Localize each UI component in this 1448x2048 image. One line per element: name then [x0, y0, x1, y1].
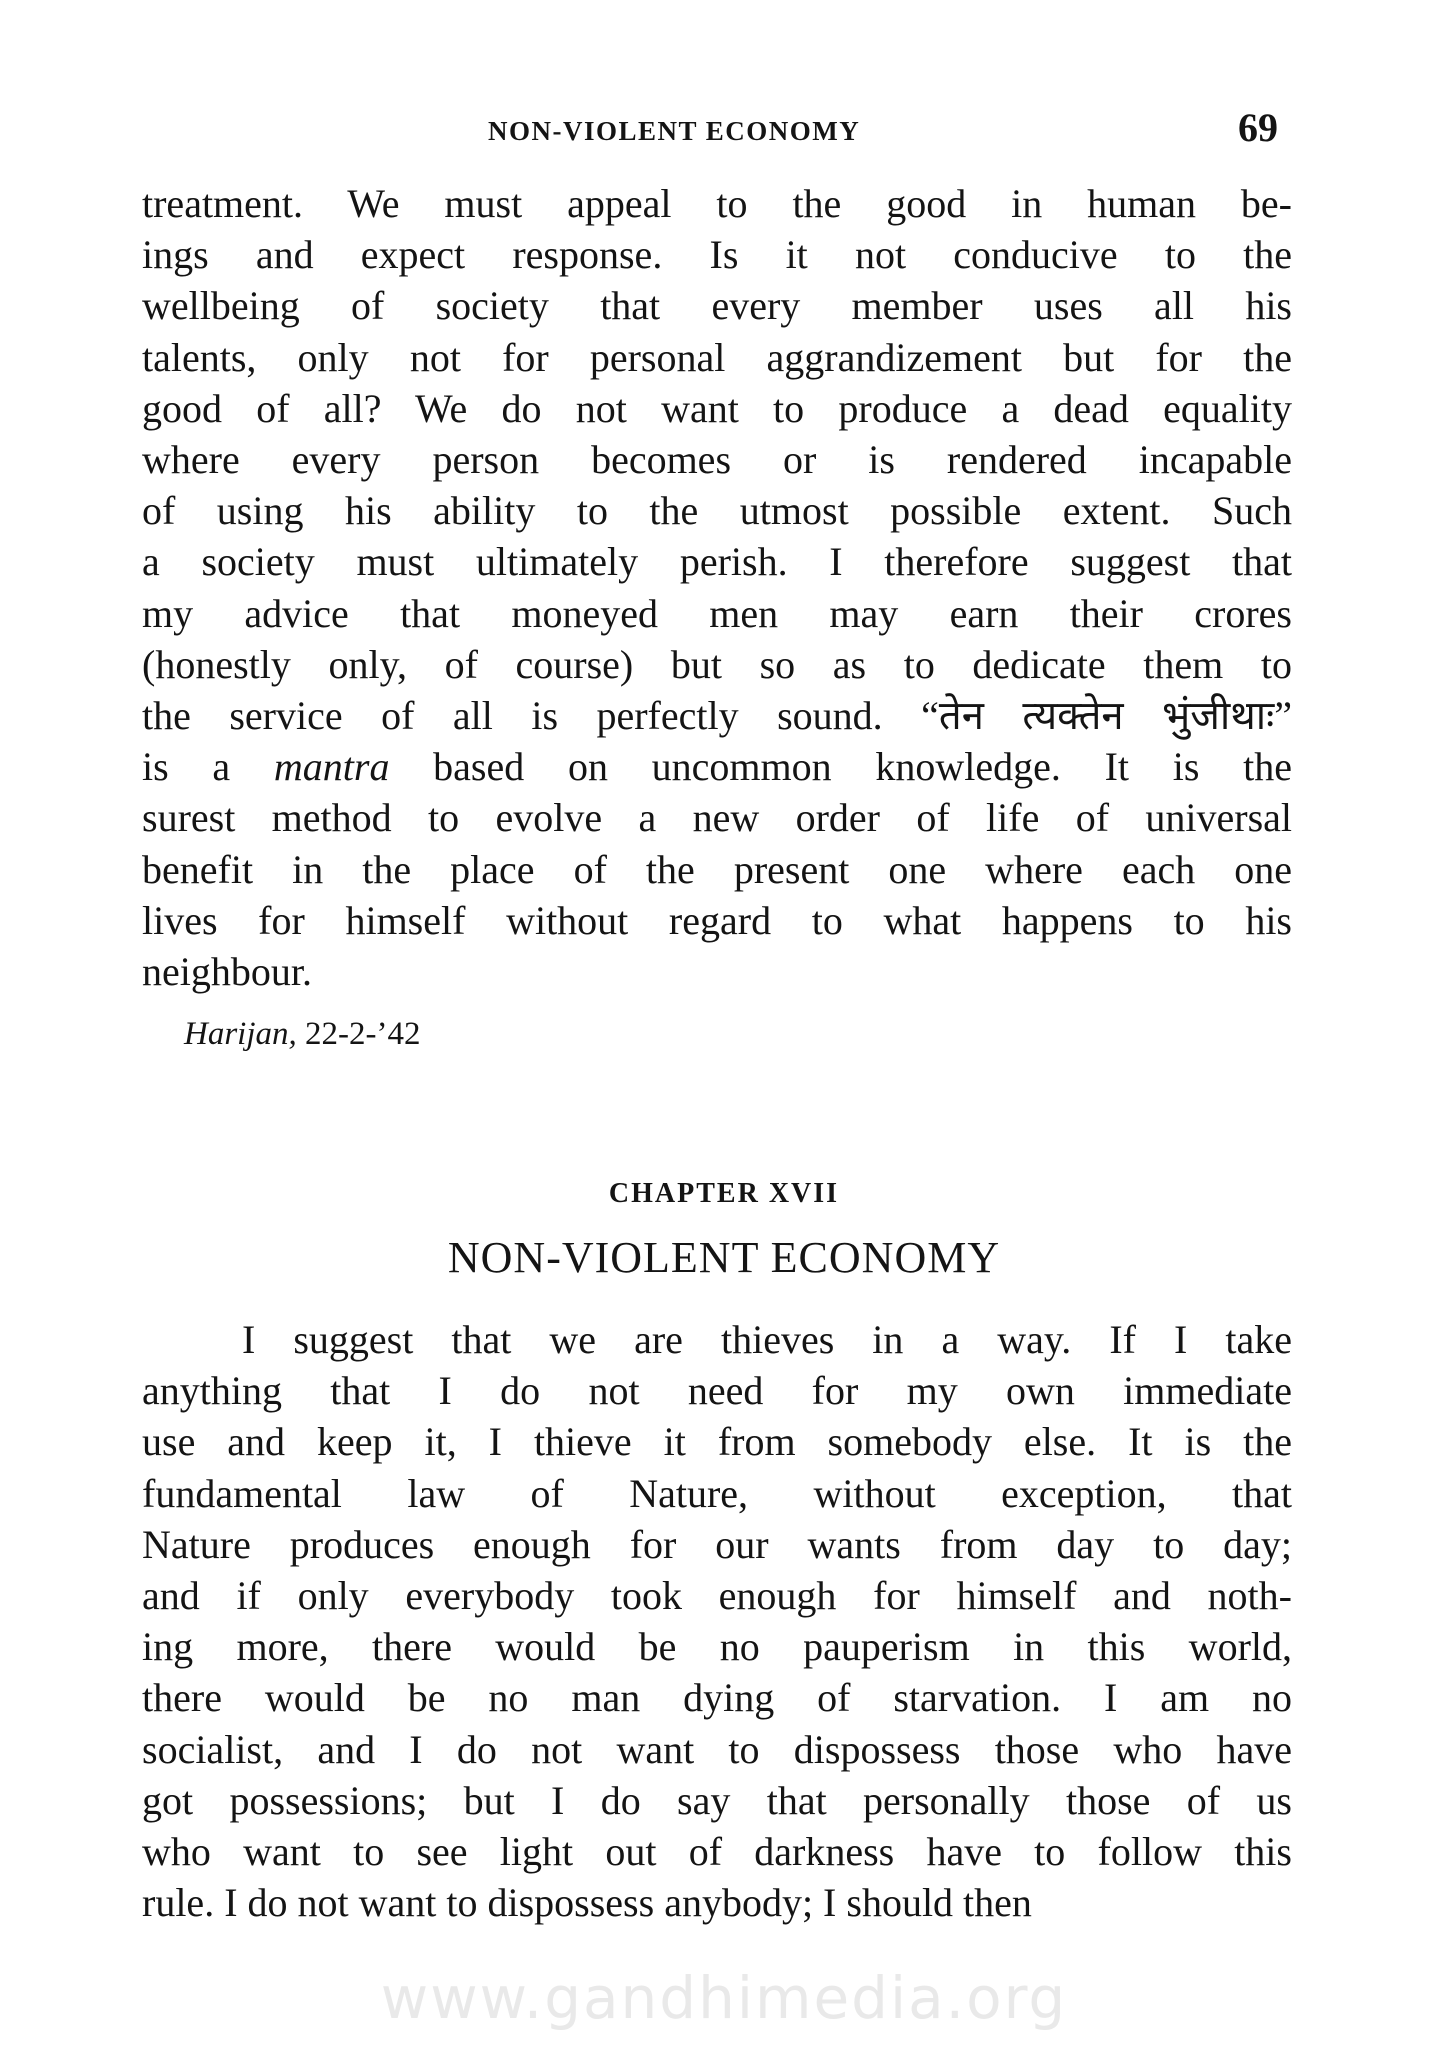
text-line: ing more, there would be no pauperism in this world,: [142, 1624, 1292, 1670]
text-line: neighbour.: [142, 949, 312, 995]
text-line: of using his ability to the utmost possible extent. Such: [142, 488, 1292, 534]
text-line: ings and expect response. Is it not conducive to the: [142, 232, 1292, 278]
chapter-paragraph: [142, 1314, 1292, 1928]
text-line: and if only everybody took enough for himself and noth-: [142, 1573, 1292, 1619]
paragraph-continued: [142, 178, 1292, 997]
text-line: surest method to evolve a new order of life of universal: [142, 795, 1292, 841]
text-line: got possessions; but I do say that personally those of us: [142, 1777, 1292, 1823]
text-line: there would be no man dying of starvation. I am no: [142, 1675, 1292, 1721]
text-line: wellbeing of society that every member uses all his: [142, 283, 1292, 329]
watermark: www.gandhimedia.org: [380, 1964, 1068, 2032]
text-line: who want to see light out of darkness have to follow this: [142, 1829, 1292, 1875]
text-line: lives for himself without regard to what happens to his: [142, 897, 1292, 943]
text-line: use and keep it, I thieve it from somebody else. It is the: [142, 1419, 1292, 1465]
text-line: fundamental law of Nature, without exception, that: [142, 1470, 1292, 1516]
running-head: [0, 104, 1448, 154]
text-line: my advice that moneyed men may earn their crores: [142, 590, 1292, 636]
text-line: talents, only not for personal aggrandizement but for the: [142, 334, 1292, 380]
text-line: Nature produces enough for our wants from day to day;: [142, 1521, 1292, 1567]
chapter-label: CHAPTER XVII: [608, 1178, 840, 1209]
source-citation: [184, 1016, 420, 1053]
text-line: where every person becomes or is rendered incapable: [142, 437, 1292, 483]
text-line: is a mantra based on uncommon knowledge. It is the: [142, 744, 1293, 790]
text-line: rule. I do not want to dispossess anybody; I should then: [142, 1880, 1032, 1926]
text-line: treatment. We must appeal to the good in human be-: [142, 181, 1292, 226]
text-line: benefit in the place of the present one where each one: [142, 846, 1292, 892]
source-publication: Harijan,: [184, 1016, 297, 1052]
page-number: 69: [1238, 105, 1278, 150]
source-date: 22-2-’42: [305, 1016, 421, 1052]
text-line: socialist, and I do not want to dispossess those who have: [142, 1726, 1292, 1772]
text-line: (honestly only, of course) but so as to dedicate them to: [142, 641, 1292, 687]
text-line: good of all? We do not want to produce a dead equality: [142, 385, 1292, 431]
text-line: a society must ultimately perish. I therefore suggest that: [142, 539, 1292, 585]
text-line: I suggest that we are thieves in a way. If I take: [242, 1317, 1292, 1362]
text-line: anything that I do not need for my own immediate: [142, 1368, 1292, 1414]
text-line: the service of all is perfectly sound. “तेन त्यक्तेन भुंजीथाः”: [142, 693, 1292, 739]
running-title: NON-VIOLENT ECONOMY: [488, 116, 861, 146]
chapter-title: NON-VIOLENT ECONOMY: [447, 1233, 1001, 1282]
